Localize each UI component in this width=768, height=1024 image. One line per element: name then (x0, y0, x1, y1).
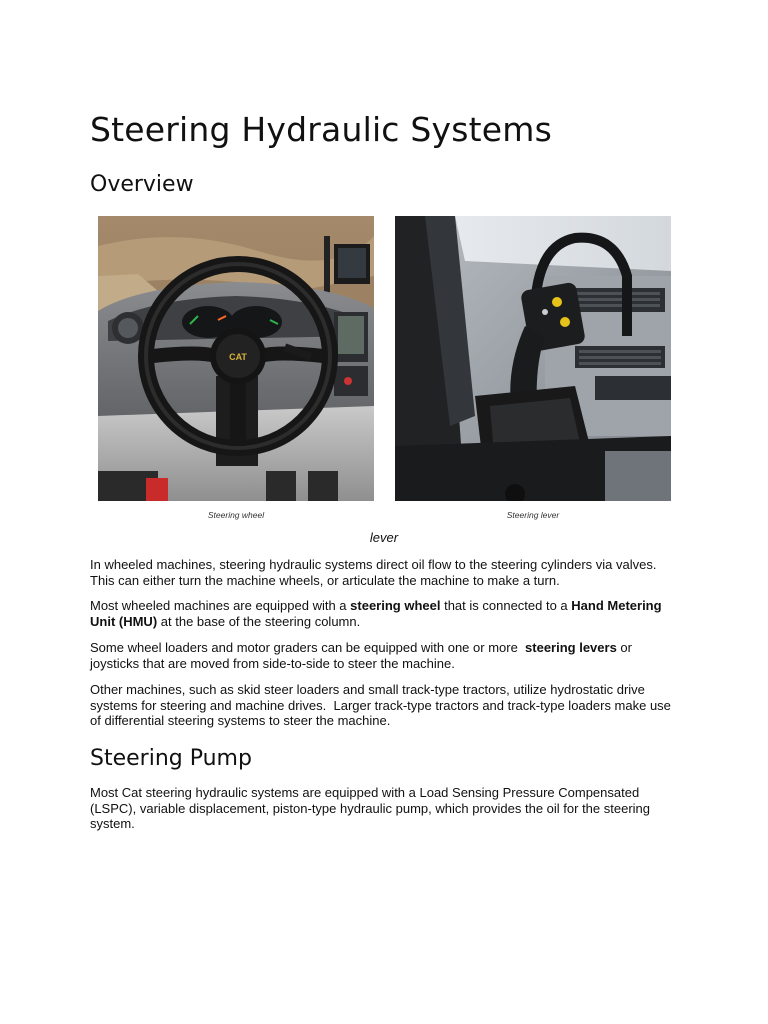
bold-term-hmu: Hand Metering Unit (HMU) (90, 598, 662, 629)
steering-lever-photo (395, 216, 671, 501)
text-span: that is connected to a (440, 598, 572, 613)
paragraph-hydrostatic: Other machines, such as skid steer loaders and small track-type tractors, utilize hydrostatic drive systems for steering and machine drives. Larger track-type tractors and track-type loaders make use of differential steering systems to steer the machine. (90, 682, 675, 728)
text-span: at the base of the steering column. (157, 613, 361, 629)
steering-lever-caption: Steering lever (506, 510, 560, 520)
cat-logo: CAT (229, 352, 247, 362)
section-heading-overview: Overview (90, 172, 194, 197)
steering-wheel-caption: Steering wheel (207, 510, 265, 520)
text-span: Some wheel loaders and motor graders can be equipped with one or more (90, 640, 526, 655)
lever-label: lever (369, 530, 399, 545)
text-span: Most wheeled machines are equipped with a (90, 598, 351, 613)
text-span: or joysticks that are moved from side-to-side to steer the machine. (90, 640, 632, 671)
bold-term-steering-wheel: steering wheel (350, 598, 441, 613)
paragraph-steering-levers (90, 640, 680, 671)
section-heading-steering-pump: Steering Pump (90, 746, 252, 771)
paragraph-steering-wheel (90, 598, 680, 629)
paragraph-steering-pump: Most Cat steering hydraulic systems are equipped with a Load Sensing Pressure Compensated (LSPC), variable displacement, piston-type hydraulic pump, which provides the oil for the steering system. (90, 785, 650, 831)
page-title: Steering Hydraulic Systems (90, 110, 552, 149)
bold-term-steering-levers: steering levers (525, 640, 617, 655)
steering-wheel-photo (98, 216, 374, 501)
paragraph-wheeled-machines: In wheeled machines, steering hydraulic systems direct oil flow to the steering cylinders via valves. This can either turn the machine wheels, or articulate the machine to make a turn. (90, 557, 657, 588)
